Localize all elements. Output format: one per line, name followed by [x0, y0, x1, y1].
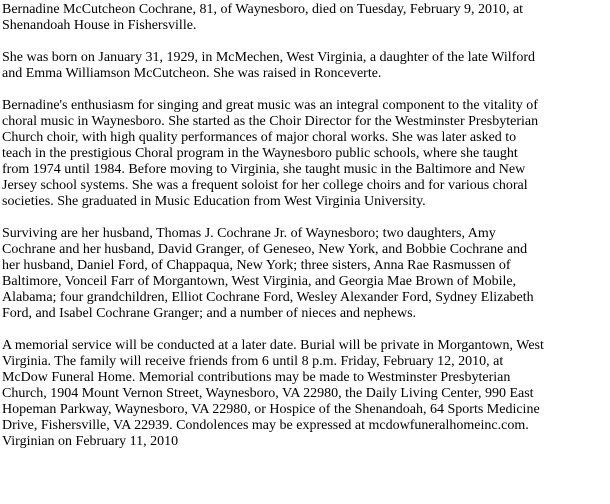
paragraph-death-notice: Bernadine McCutcheon Cochrane, 81, of Waynesboro, died on Tuesday, February 9, 2010, at Shenandoah House in Fishersville. — [2, 2, 524, 33]
paragraph-birth: She was born on January 31, 1929, in McMechen, West Virginia, a daughter of the late Wilford and Emma Williamson McCutcheon. She was raised in Ronceverte. — [2, 50, 535, 81]
obituary-document — [2, 2, 608, 450]
paragraph-memorial-service: A memorial service will be conducted at a later date. Burial will be private in Morgantown, West Virginia. The family will receive friends from 6 until 8 p.m. Friday, February 12, 2010, at McDow Funeral Home. Memorial contributions may be made to Westminster Presbyterian Church, 1904 Mount Vernon Street, Waynesboro, VA 22980, the Daily Living Center, 990 East Hopeman Parkway, Waynesboro, VA 22980, or Hospice of the Shenandoah, 64 Sports Medicine Drive, Fishersville, VA 22939. Condolences may be expressed at mcdowfuneralhomeinc.com. Virginian on February 11, 2010 — [2, 338, 544, 449]
paragraph-music-career: Bernadine's enthusiasm for singing and great music was an integral component to the vitality of choral music in Waynesboro. She started as the Choir Director for the Westminster Presbyterian Church choir, with high quality performances of major choral works. She was later asked to teach in the prestigious Choral program in the Waynesboro public schools, where she taught from 1974 until 1984. Before moving to Virginia, she taught music in the Baltimore and New Jersey school systems. She was a frequent soloist for her college choirs and for various choral societies. She graduated in Music Education from West Virginia University. — [2, 98, 539, 209]
paragraph-survivors: Surviving are her husband, Thomas J. Cochrane Jr. of Waynesboro; two daughters, Amy Cochrane and her husband, David Granger, of Geneseo, New York, and Bobbie Cochrane and her husband, Daniel Ford, of Chappaqua, New York; three sisters, Anna Rae Rasmussen of Baltimore, Vonceil Farr of Morgantown, West Virginia, and Georgia Mae Brown of Mobile, Alabama; four grandchildren, Elliot Cochrane Ford, Wesley Alexander Ford, Sydney Elizabeth Ford, and Isabel Cochrane Granger; and a number of nieces and nephews. — [2, 226, 534, 321]
